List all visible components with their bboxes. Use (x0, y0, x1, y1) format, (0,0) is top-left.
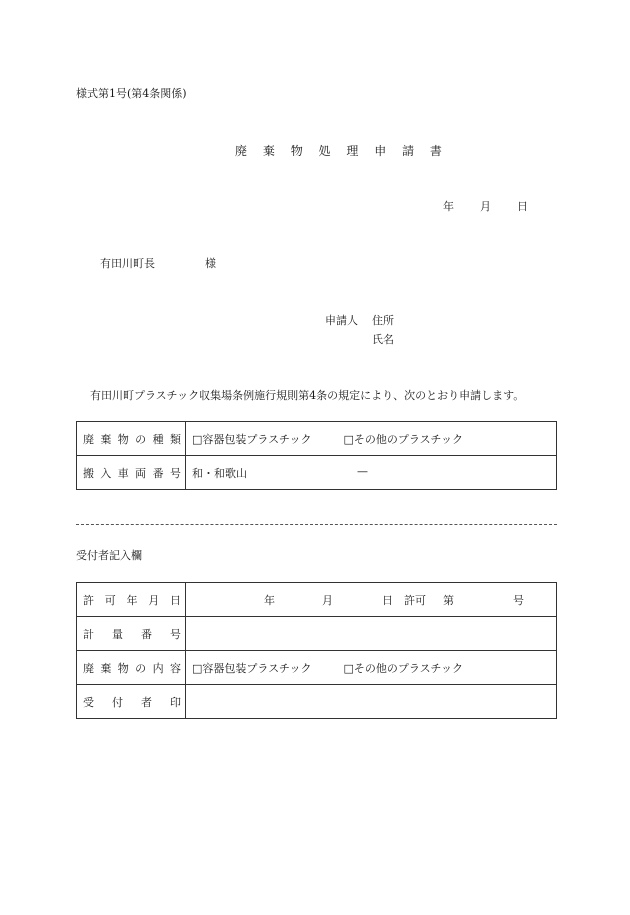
container-packaging-checkbox[interactable]: □容器包装プラスチック (192, 432, 312, 446)
other-plastic-checkbox[interactable]: □その他のプラスチック (343, 432, 464, 446)
waste-content-options (186, 651, 557, 685)
label-char: 棄 (100, 661, 112, 675)
addressee-honorific: 様 (205, 257, 216, 270)
title-char: 書 (429, 144, 448, 158)
label-char: 号 (169, 466, 181, 480)
vehicle-number-label (77, 456, 186, 490)
measurement-number-label (77, 617, 186, 651)
table-row (77, 422, 557, 456)
content-other-plastic-checkbox[interactable]: □その他のプラスチック (343, 661, 464, 675)
label-char: 両 (135, 466, 147, 480)
label-char: 廃 (83, 432, 94, 446)
permit-month-label: 月 (322, 594, 333, 607)
label-char: 計 (83, 627, 94, 641)
vehicle-number-content (192, 456, 550, 489)
label-char: 棄 (100, 432, 112, 446)
content-container-packaging-checkbox[interactable]: □容器包装プラスチック (192, 661, 312, 675)
permit-date-label (77, 583, 186, 617)
label-char: 廃 (83, 661, 94, 675)
waste-type-options (186, 422, 557, 456)
label-char: 内 (152, 661, 164, 675)
title-char: 処 (318, 144, 337, 158)
label-char: 可 (104, 593, 116, 607)
receiver-seal-label (77, 685, 186, 719)
label-char: の (135, 661, 147, 675)
applicant-label: 申請人 (325, 314, 358, 327)
title-char: 申 (374, 144, 393, 158)
plate-dash: — (357, 465, 368, 478)
label-char: の (135, 432, 147, 446)
applicant-address-label: 住所 (372, 314, 394, 327)
permit-date-field[interactable] (186, 583, 557, 617)
document-title (235, 142, 448, 159)
title-char: 棄 (262, 144, 281, 158)
application-statement: 有田川町プラスチック収集場条例施行規則第4条の規定により、次のとおり申請します。 (90, 389, 525, 402)
permit-day-label: 日 (382, 594, 393, 607)
label-char: 物 (117, 432, 129, 446)
date-month-label: 月 (480, 200, 491, 213)
permit-date-content (192, 583, 550, 616)
label-char: 類 (169, 432, 181, 446)
table-row (77, 617, 557, 651)
waste-content-label (77, 651, 186, 685)
permit-label: 許可 (404, 594, 426, 607)
label-char: 号 (170, 627, 181, 641)
form-number: 様式第1号(第4条関係) (76, 87, 187, 100)
measurement-number-field[interactable] (186, 617, 557, 651)
label-char: 車 (117, 466, 129, 480)
date-year-label: 年 (443, 200, 454, 213)
label-char: 年 (126, 593, 138, 607)
reception-heading: 受付者記入欄 (76, 549, 142, 562)
reception-table (76, 582, 557, 719)
date-day-label: 日 (517, 200, 528, 213)
label-char: 搬 (83, 466, 94, 480)
label-char: 印 (170, 695, 181, 709)
label-char: 入 (100, 466, 112, 480)
waste-type-label (77, 422, 186, 456)
cut-line-divider (76, 524, 557, 525)
addressee-name: 有田川町長 (100, 257, 155, 270)
label-char: 物 (117, 661, 129, 675)
label-char: 番 (152, 466, 164, 480)
applicant-name-label: 氏名 (372, 333, 394, 346)
label-char: 容 (169, 661, 181, 675)
permit-number-prefix: 第 (443, 594, 454, 607)
label-char: 番 (141, 627, 152, 641)
label-char: 日 (170, 593, 181, 607)
label-char: 種 (152, 432, 164, 446)
vehicle-number-field[interactable] (186, 456, 557, 490)
label-char: 月 (148, 593, 160, 607)
date-line (443, 198, 528, 214)
title-char: 廃 (235, 144, 254, 158)
title-char: 請 (402, 144, 421, 158)
table-row (77, 583, 557, 617)
receiver-seal-field[interactable] (186, 685, 557, 719)
permit-year-label: 年 (264, 594, 275, 607)
title-char: 物 (290, 144, 309, 158)
table-row (77, 651, 557, 685)
table-row (77, 456, 557, 490)
addressee (100, 255, 216, 271)
title-char: 理 (346, 144, 365, 158)
permit-number-suffix: 号 (513, 594, 524, 607)
label-char: 許 (83, 593, 94, 607)
label-char: 受 (83, 695, 94, 709)
application-table (76, 421, 557, 490)
table-row (77, 685, 557, 719)
label-char: 付 (112, 695, 123, 709)
label-char: 量 (112, 627, 123, 641)
plate-prefix: 和・和歌山 (192, 467, 247, 480)
label-char: 者 (141, 695, 152, 709)
